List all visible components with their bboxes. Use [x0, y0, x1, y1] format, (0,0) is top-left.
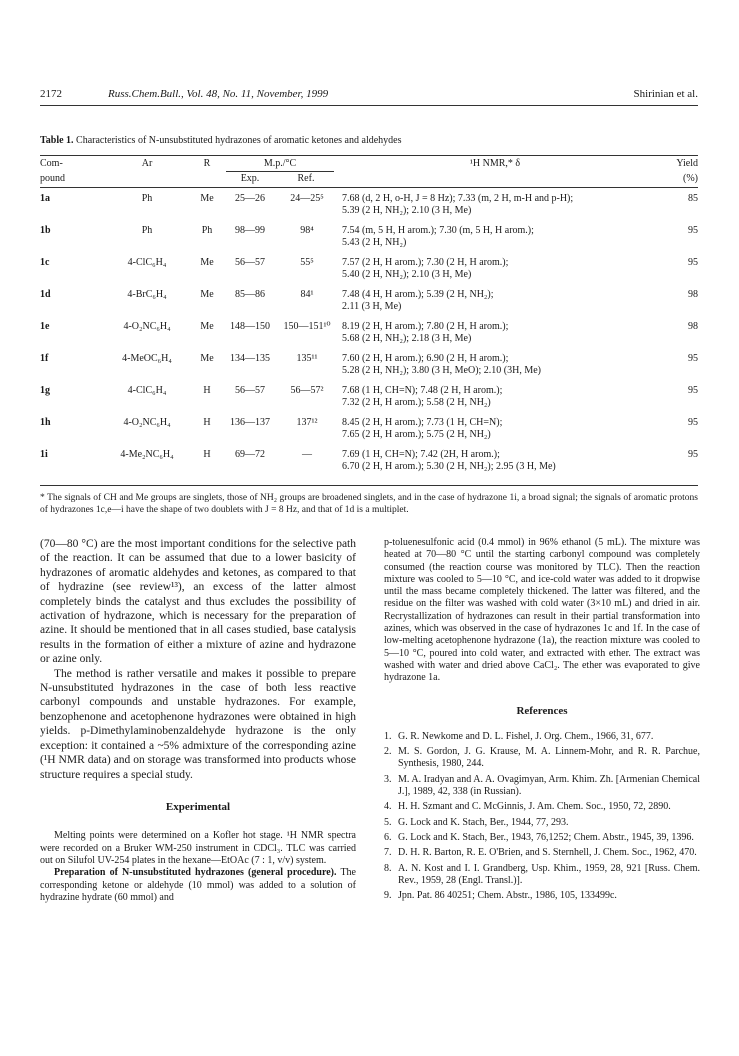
cell-nmr-line-2: 5.40 (2 H, NH₂); 2.10 (3 H, Me)	[342, 269, 472, 280]
reference-item	[384, 731, 700, 743]
cell-compound: 1d	[40, 289, 51, 300]
reference-item	[384, 817, 700, 829]
cell-r: Me	[200, 257, 214, 268]
col-header-mp-exp: Exp.	[240, 173, 260, 184]
cell-yield: 95	[688, 353, 698, 364]
cell-compound: 1b	[40, 225, 51, 236]
running-authors: Shirinian et al.	[633, 88, 698, 100]
cell-ar: 4-Me₂NC₆H₄	[120, 449, 174, 460]
cell-yield: 95	[688, 257, 698, 268]
cell-compound: 1c	[40, 257, 50, 268]
cell-compound: 1h	[40, 417, 51, 428]
table-bottom-rule	[40, 485, 698, 486]
reference-number: 8.	[384, 862, 392, 874]
cell-ar: Ph	[141, 193, 153, 204]
col-header-r: R	[203, 158, 211, 169]
table-title: Characteristics of N-unsubstituted hydrazones of aromatic ketones and aldehydes	[76, 135, 402, 146]
col-header-compound-2: pound	[40, 173, 65, 184]
cell-nmr-line-1: 8.19 (2 H, H arom.); 7.80 (2 H, H arom.);	[342, 321, 509, 332]
left-column	[40, 537, 356, 904]
cell-compound: 1a	[40, 193, 50, 204]
cell-r: Me	[200, 289, 214, 300]
cell-ar: 4-ClC₆H₄	[127, 385, 167, 396]
procedure-text: The corresponding ketone or aldehyde (10 mmol) was added to a solution of hydrazine hydrate (60 mmol) and	[40, 867, 356, 903]
cell-mp-exp: 98—99	[235, 225, 265, 236]
cell-compound: 1f	[40, 353, 49, 364]
reference-number: 9.	[384, 890, 392, 902]
cell-mp-exp: 56—57	[235, 385, 265, 396]
cell-yield: 98	[688, 289, 698, 300]
cell-r: Ph	[201, 225, 213, 236]
col-header-compound: Com-	[40, 158, 63, 169]
cell-mp-ref: —	[302, 449, 312, 460]
cell-mp-exp: 25—26	[235, 193, 265, 204]
cell-ar: 4-ClC₆H₄	[127, 257, 167, 268]
cell-mp-ref: 150—151¹⁰	[283, 321, 331, 332]
reference-number: 3.	[384, 773, 392, 785]
mp-subrule	[226, 171, 334, 172]
cell-yield: 95	[688, 225, 698, 236]
cell-mp-exp: 136—137	[230, 417, 270, 428]
reference-text: A. N. Kost and I. I. Grandberg, Usp. Khim., 1959, 28, 921 [Russ. Chem. Rev., 1959, 28 (Engl. Transl.)].	[398, 862, 700, 886]
cell-ar: 4-O₂NC₆H₄	[123, 321, 171, 332]
cell-mp-exp: 134—135	[230, 353, 270, 364]
cell-yield: 98	[688, 321, 698, 332]
procedure-title: Preparation of N-unsubstituted hydrazones (general procedure).	[54, 867, 337, 879]
col-header-yield: Yield	[676, 158, 698, 169]
reference-item	[384, 832, 700, 844]
col-header-mp-ref: Ref.	[297, 173, 315, 184]
cell-nmr-line-1: 7.60 (2 H, H arom.); 6.90 (2 H, H arom.);	[342, 353, 509, 364]
cell-yield: 95	[688, 385, 698, 396]
cell-yield: 85	[688, 193, 698, 204]
header-rule	[40, 105, 698, 106]
cell-r: H	[203, 449, 211, 460]
reference-item	[384, 847, 700, 859]
cell-mp-exp: 69—72	[235, 449, 265, 460]
reference-text: G. Lock and K. Stach, Ber., 1944, 77, 293.	[398, 816, 569, 828]
reference-item	[384, 801, 700, 813]
col-header-yield-2: (%)	[683, 173, 698, 184]
cell-nmr-line-1: 7.57 (2 H, H arom.); 7.30 (2 H, H arom.);	[342, 257, 509, 268]
col-header-mp: M.p./°C	[263, 158, 297, 169]
reference-number: 5.	[384, 816, 392, 828]
cell-compound: 1i	[40, 449, 48, 460]
cell-nmr-line-1: 8.45 (2 H, H arom.); 7.73 (1 H, CH=N);	[342, 417, 503, 428]
reference-number: 4.	[384, 801, 392, 813]
experimental-paragraph-1: Melting points were determined on a Kofler hot stage. ¹H NMR spectra were recorded on a Bruker WM-250 instrument in CDCl₃. TLC was carried out on Silufol UV-254 plates in the hexane—EtOAc (7 : 1, v/v) system.	[40, 830, 356, 866]
cell-nmr-line-1: 7.68 (1 H, CH=N); 7.48 (2 H, H arom.);	[342, 385, 503, 396]
cell-r: Me	[200, 353, 214, 364]
cell-r: Me	[200, 321, 214, 332]
left-paragraph-1: (70—80 °C) are the most important conditions for the selective path of the reaction. It can be assumed that due to a lower basicity of hydrazones of aromatic aldehydes and ketones, as compared to that of hydrazine (see review¹³), an excess of the latter almost completely binds the catalyst and thus excludes the possibility of activation of hydrazone, which is necessary for the preparation of azine. It should be mentioned that in all cases studied, base catalysis results in the formation of either a mixture of azine and hydrazone or azine only.	[40, 538, 356, 666]
reference-number: 6.	[384, 831, 392, 843]
cell-r: H	[203, 385, 211, 396]
cell-nmr-line-2: 5.28 (2 H, NH₂); 3.80 (3 H, MeO); 2.10 (3H, Me)	[342, 365, 542, 376]
reference-text: H. H. Szmant and C. McGinnis, J. Am. Chem. Soc., 1950, 72, 2890.	[398, 801, 671, 813]
cell-nmr-line-2: 5.68 (2 H, NH₂); 2.18 (3 H, Me)	[342, 333, 472, 344]
reference-text: G. Lock and K. Stach, Ber., 1943, 76,1252; Chem. Abstr., 1945, 39, 1396.	[398, 831, 694, 843]
cell-nmr-line-1: 7.48 (4 H, H arom.); 5.39 (2 H, NH₂);	[342, 289, 494, 300]
cell-ar: 4-MeOC₆H₄	[122, 353, 172, 364]
cell-nmr-line-2: 7.65 (2 H, H arom.); 5.75 (2 H, NH₂)	[342, 429, 491, 440]
left-paragraph-2: The method is rather versatile and makes it possible to prepare N-unsubstituted hydrazones in the case of both less reactive carbonyl compounds and unstable hydrazones. For example, benzophenone and acetophenone hydrazones were obtained in high yields. p-Dimethylaminobenzaldehyde hydrazone is the only exception: it contained a ~5% admixture of the corresponding azine (¹H NMR data) and on storage was transformed into products whose structure requires a special study.	[40, 667, 356, 781]
cell-mp-exp: 148—150	[230, 321, 270, 332]
reference-item	[384, 890, 700, 902]
reference-number: 1.	[384, 730, 392, 742]
cell-r: Me	[200, 193, 214, 204]
reference-text: M. S. Gordon, J. G. Krause, M. A. Linnem-Mohr, and R. R. Parchue, Synthesis, 1980, 244.	[398, 746, 700, 770]
reference-text: M. A. Iradyan and A. A. Ovagimyan, Arm. Khim. Zh. [Armenian Chemical J.], 1989, 42, 338 (in Russian).	[398, 773, 700, 798]
experimental-paragraph-2	[40, 867, 356, 904]
reference-item	[384, 746, 700, 771]
cell-mp-ref: 135¹¹	[296, 353, 318, 364]
reference-number: 2.	[384, 746, 392, 758]
references-list	[384, 731, 700, 903]
journal-citation: Russ.Chem.Bull., Vol. 48, No. 11, November, 1999	[108, 88, 329, 100]
reference-number: 7.	[384, 847, 392, 859]
reference-text: Jpn. Pat. 86 40251; Chem. Abstr., 1986, 105, 133499c.	[398, 890, 617, 902]
reference-text: D. H. R. Barton, R. E. O'Brien, and S. Sternhell, J. Chem. Soc., 1962, 470.	[398, 847, 697, 859]
cell-nmr-line-2: 2.11 (3 H, Me)	[342, 301, 402, 312]
table-top-rule	[40, 155, 698, 156]
right-paragraph-1: p-toluenesulfonic acid (0.4 mmol) in 96% ethanol (5 mL). The mixture was heated at 70—80 °C until the starting carbonyl compound was completely consumed (the reaction course was monitored by TLC). Then the reaction mixture was cooled to 5—10 °C, and ice-cold water was added to it dropwise until the mass became completely thickened. The latter was filtered, and the residue on the filter was washed with cold water (3×10 mL) and dried in air. Recrystallization of hydrazones can result in their partial transformation into azines, which was observed in the case of hydrazones 1c and 1f. In the case of low-melting acetophenone hydrazone (1a), the reaction mixture was cooled to 5—10 °C, poured into cold water, and extracted with ether. The extract was washed with water and dried above CaCl₂. The ether was evaporated to give hydrazone 1a.	[384, 537, 700, 684]
col-header-ar: Ar	[141, 158, 153, 169]
cell-nmr-line-1: 7.68 (d, 2 H, o-H, J = 8 Hz); 7.33 (m, 2 H, m-H and p-H);	[342, 193, 574, 204]
cell-yield: 95	[688, 449, 698, 460]
cell-nmr-line-1: 7.54 (m, 5 H, H arom.); 7.30 (m, 5 H, H arom.);	[342, 225, 534, 236]
cell-mp-ref: 137¹²	[296, 417, 318, 428]
cell-nmr-line-2: 5.39 (2 H, NH₂); 2.10 (3 H, Me)	[342, 205, 472, 216]
cell-mp-ref: 84¹	[300, 289, 314, 300]
cell-mp-exp: 85—86	[235, 289, 265, 300]
reference-item	[384, 774, 700, 799]
cell-ar: Ph	[141, 225, 153, 236]
cell-compound: 1e	[40, 321, 50, 332]
table-label: Table 1.	[40, 135, 74, 146]
cell-mp-ref: 56—57²	[290, 385, 324, 396]
table-caption	[40, 135, 698, 146]
page-number: 2172	[40, 88, 62, 100]
cell-mp-exp: 56—57	[235, 257, 265, 268]
cell-ar: 4-O₂NC₆H₄	[123, 417, 171, 428]
experimental-heading: Experimental	[165, 800, 231, 813]
cell-nmr-line-2: 7.32 (2 H, H arom.); 5.58 (2 H, NH₂)	[342, 397, 491, 408]
cell-yield: 95	[688, 417, 698, 428]
references-heading: References	[516, 704, 568, 717]
right-column	[384, 537, 700, 905]
cell-compound: 1g	[40, 385, 50, 396]
cell-mp-ref: 55⁵	[300, 257, 314, 268]
reference-item	[384, 863, 700, 888]
cell-nmr-line-2: 5.43 (2 H, NH₂)	[342, 237, 407, 248]
cell-r: H	[203, 417, 211, 428]
cell-mp-ref: 24—25⁵	[290, 193, 324, 204]
table-header-rule	[40, 187, 698, 188]
cell-mp-ref: 98⁴	[300, 225, 314, 236]
col-header-nmr: ¹H NMR,* δ	[469, 158, 521, 169]
running-header	[40, 88, 698, 102]
reference-text: G. R. Newkome and D. L. Fishel, J. Org. Chem., 1966, 31, 677.	[398, 730, 654, 742]
cell-nmr-line-1: 7.69 (1 H, CH=N); 7.42 (2H, H arom.);	[342, 449, 500, 460]
table-footnote: * The signals of CH and Me groups are singlets, those of NH₂ groups are broadened singlets, and in the case of hydrazone 1i, a broad signal; the signals of aromatic protons of hydrazones 1c,e—i have the shape of two doublets with J = 8 Hz, and that of 1d is a multiplet.	[40, 493, 698, 515]
cell-ar: 4-BrC₆H₄	[127, 289, 167, 300]
cell-nmr-line-2: 6.70 (2 H, H arom.); 5.30 (2 H, NH₂); 2.95 (3 H, Me)	[342, 461, 556, 472]
